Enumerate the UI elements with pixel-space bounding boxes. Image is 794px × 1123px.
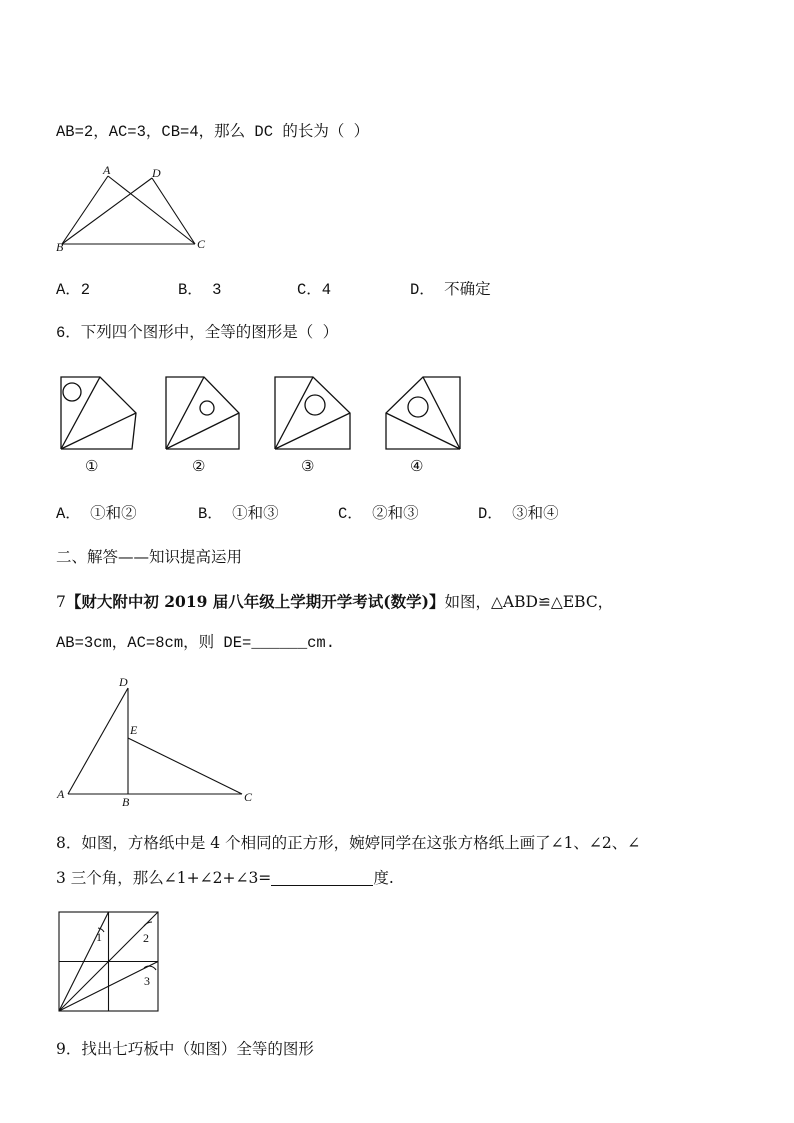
- q8-stem-line1: 8．如图，方格纸中是 4 个相同的正方形，婉婷同学在这张方格纸上画了∠1、∠2、∠: [56, 834, 641, 852]
- q5-stem-line: AB=2，AC=3，CB=4，那么 DC 的长为（ ）: [56, 123, 370, 141]
- q5-label-c: C: [197, 237, 206, 251]
- q6-figure-label-3: ③: [301, 457, 315, 475]
- q8-angle-label-3: 3: [144, 974, 150, 988]
- q6-figure-label-1: ①: [85, 457, 99, 475]
- q8-stem-text: 3 三个角，那么∠1+∠2+∠3=: [56, 869, 272, 887]
- q5-option-c: C．4: [297, 281, 332, 299]
- q7-stem-line2: AB=3cm，AC=8cm，则 DE=______cm.: [56, 634, 336, 652]
- q7-label-e: E: [130, 723, 138, 737]
- q8-angle-label-2: 2: [143, 931, 149, 945]
- q5-label-d: D: [152, 166, 161, 180]
- q7-label-d: D: [119, 675, 128, 689]
- q5-option-d: D． 不确定: [410, 281, 491, 299]
- q6-option-b: B． ①和③: [198, 505, 279, 523]
- q7-label-c: C: [244, 790, 253, 804]
- q5-label-a: A: [103, 163, 111, 177]
- q9-stem: 9．找出七巧板中（如图）全等的图形: [56, 1040, 314, 1058]
- q8-angle-label-1: 1: [96, 930, 102, 944]
- q8-unit: 度.: [373, 869, 394, 887]
- q7-label-a: A: [57, 787, 65, 801]
- q7-number: 7: [56, 593, 66, 611]
- q6-figure-label-4: ④: [410, 457, 424, 475]
- q6-option-a: A． ①和②: [56, 505, 137, 523]
- q7-source: 【财大附中初 2019 届八年级上学期开学考试(数学)】: [65, 592, 445, 611]
- q5-label-b: B: [56, 240, 64, 254]
- q6-figure-label-2: ②: [192, 457, 206, 475]
- section-title: 二、解答——知识提高运用: [56, 548, 243, 566]
- q6-stem: 6．下列四个图形中，全等的图形是（ ）: [56, 324, 339, 342]
- q5-option-b: B． 3: [178, 281, 222, 299]
- q7-stem-rest: 如图，△ABD≌△EBC，: [444, 593, 614, 611]
- q6-option-d: D． ③和④: [478, 505, 559, 523]
- q6-option-c: C． ②和③: [338, 505, 419, 523]
- q7-label-b: B: [122, 795, 130, 809]
- q5-option-a: A．2: [56, 281, 91, 299]
